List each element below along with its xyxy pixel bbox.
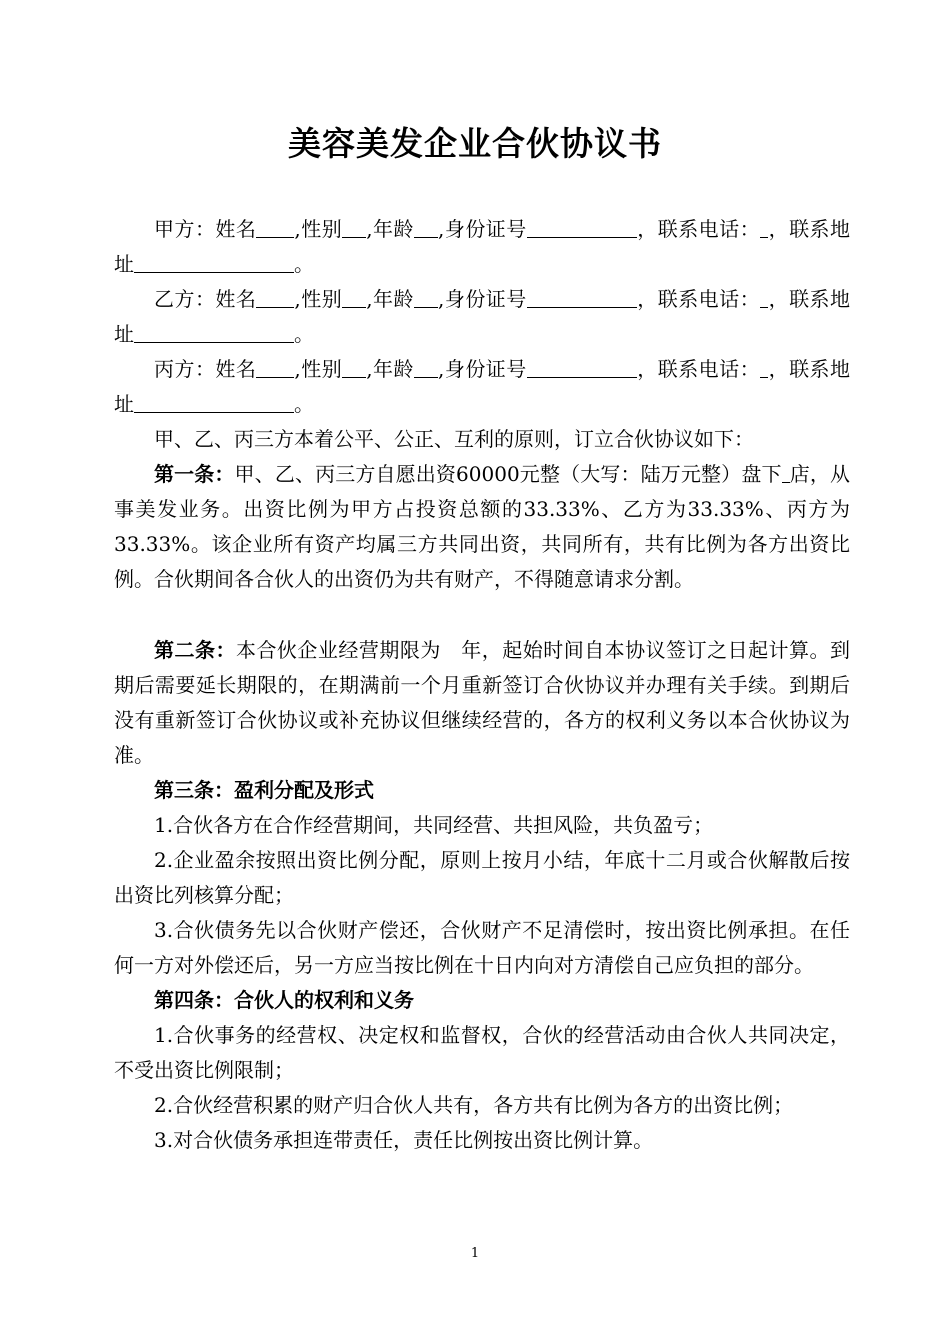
page-number: 1 bbox=[470, 1246, 480, 1261]
intro-paragraph: 甲、乙、丙三方本着公平、公正、互利的原则，订立合伙协议如下： bbox=[154, 427, 754, 451]
article-2-heading: 第二条： bbox=[154, 638, 236, 662]
article-1-heading: 第一条： bbox=[154, 462, 235, 486]
phone-blank bbox=[760, 215, 768, 238]
phone-blank bbox=[760, 355, 768, 378]
gender-blank bbox=[342, 215, 366, 238]
name-blank bbox=[256, 285, 294, 308]
age-blank bbox=[414, 355, 438, 378]
address-blank bbox=[134, 320, 294, 343]
list-item: 1.合伙事务的经营权、决定权和监督权，合伙的经营活动由合伙人共同决定，不受出资比例限制； bbox=[114, 1023, 850, 1082]
party-c-line: 丙方：姓名 ,性别 ,年龄 ,身份证号 ，联系电话： ，联系地址 。 bbox=[114, 357, 851, 416]
gender-blank bbox=[342, 355, 366, 378]
address-blank bbox=[134, 390, 294, 413]
list-item: 3.对合伙债务承担连带责任，责任比例按出资比例计算。 bbox=[154, 1128, 654, 1152]
name-blank bbox=[256, 355, 294, 378]
gender-blank bbox=[342, 285, 366, 308]
list-item: 3.合伙债务先以合伙财产偿还，合伙财产不足清偿时，按出资比例承担。在任何一方对外偿还后，另一方应当按比例在十日内向对方清偿自己应负担的部分。 bbox=[114, 918, 850, 977]
id-blank bbox=[527, 285, 637, 308]
name-blank bbox=[256, 215, 294, 238]
address-blank bbox=[134, 250, 294, 273]
phone-blank bbox=[760, 285, 768, 308]
page-title: 美容美发企业合伙协议书 bbox=[288, 124, 662, 163]
age-blank bbox=[414, 215, 438, 238]
party-a-line: 甲方：姓名 ,性别 ,年龄 ,身份证号 ，联系电话： ，联系地址 。 bbox=[114, 217, 851, 276]
age-blank bbox=[414, 285, 438, 308]
id-blank bbox=[527, 215, 637, 238]
article-1: 第一条：甲、乙、丙三方自愿出资60000元整（大写：陆万元整）盘下 店，从事美发业务。出资比例为甲方占投资总额的33.33%、乙方为33.33%、丙方为33.33%。该企业所有资产均属三方共同出资，共同所有，共有比例为各方出资比例。合伙期间各合伙人的出资仍为共有财产，不得随意请求分割。 bbox=[114, 462, 851, 591]
id-blank bbox=[527, 355, 637, 378]
list-item: 2.合伙经营积累的财产归合伙人共有，各方共有比例为各方的出资比例； bbox=[154, 1093, 794, 1117]
shop-name-blank bbox=[782, 460, 790, 483]
party-b-line: 乙方：姓名 ,性别 ,年龄 ,身份证号 ，联系电话： ，联系地址 。 bbox=[114, 287, 851, 346]
list-item: 2.企业盈余按照出资比例分配，原则上按月小结，年底十二月或合伙解散后按出资比列核算分配； bbox=[114, 848, 850, 907]
article-4-heading: 第四条：合伙人的权利和义务 bbox=[154, 988, 414, 1012]
article-3-heading: 第三条：盈利分配及形式 bbox=[154, 778, 374, 802]
document-body bbox=[114, 212, 850, 1158]
article-2: 第二条：本合伙企业经营期限为 年，起始时间自本协议签订之日起计算。到期后需要延长期限的，在期满前一个月重新签订合伙协议并办理有关手续。到期后没有重新签订合伙协议或补充协议但继续经营的，各方的权利义务以本合伙协议为准。 bbox=[114, 638, 851, 767]
list-item: 1.合伙各方在合作经营期间，共同经营、共担风险，共负盈亏； bbox=[154, 813, 714, 837]
